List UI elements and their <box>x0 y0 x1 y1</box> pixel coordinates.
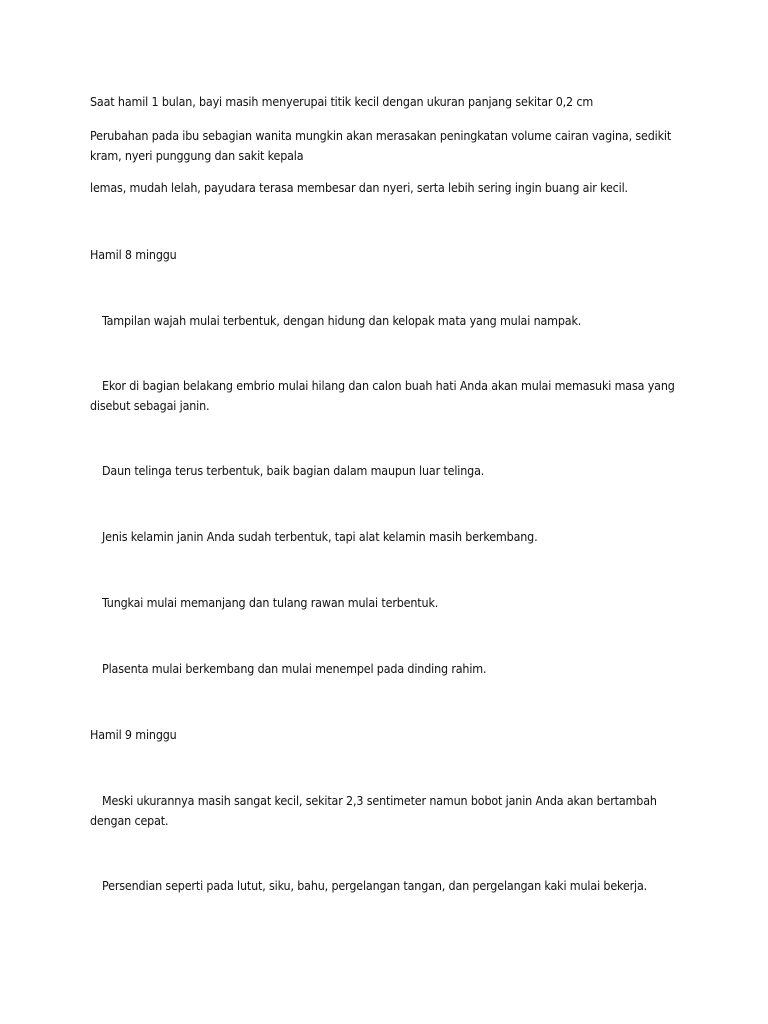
week-8-item-face: Tampilan wajah mulai terbentuk, dengan hidung dan kelopak mata yang mulai nampak. <box>102 313 582 328</box>
week-9-item-size: Meski ukurannya masih sangat kecil, sekitar 2,3 sentimeter namun bobot janin Anda akan bertambah dengan cepat. <box>90 793 657 828</box>
intro-paragraph-changes: Perubahan pada ibu sebagian wanita mungkin akan merasakan peningkatan volume cairan vagina, sedikit kram, nyeri punggung dan sakit kepala <box>90 128 672 163</box>
week-9-item-joints: Persendian seperti pada lutut, siku, bahu, pergelangan tangan, dan pergelangan kaki mulai bekerja. <box>102 878 648 893</box>
intro-paragraph-size: Saat hamil 1 bulan, bayi masih menyerupai titik kecil dengan ukuran panjang sekitar 0,2 cm <box>90 94 594 109</box>
intro-paragraph-symptoms: lemas, mudah lelah, payudara terasa membesar dan nyeri, serta lebih sering ingin buang air kecil. <box>90 180 628 195</box>
week-8-item-placenta: Plasenta mulai berkembang dan mulai menempel pada dinding rahim. <box>102 661 487 676</box>
week-8-item-gender: Jenis kelamin janin Anda sudah terbentuk, tapi alat kelamin masih berkembang. <box>102 529 538 544</box>
week-8-item-ears: Daun telinga terus terbentuk, baik bagian dalam maupun luar telinga. <box>102 463 485 478</box>
week-8-item-tail: Ekor di bagian belakang embrio mulai hilang dan calon buah hati Anda akan mulai memasuki masa yang disebut sebagai janin. <box>90 378 675 413</box>
section-heading-week-8: Hamil 8 minggu <box>90 247 177 262</box>
week-8-item-limbs: Tungkai mulai memanjang dan tulang rawan mulai terbentuk. <box>102 595 439 610</box>
section-heading-week-9: Hamil 9 minggu <box>90 727 177 742</box>
